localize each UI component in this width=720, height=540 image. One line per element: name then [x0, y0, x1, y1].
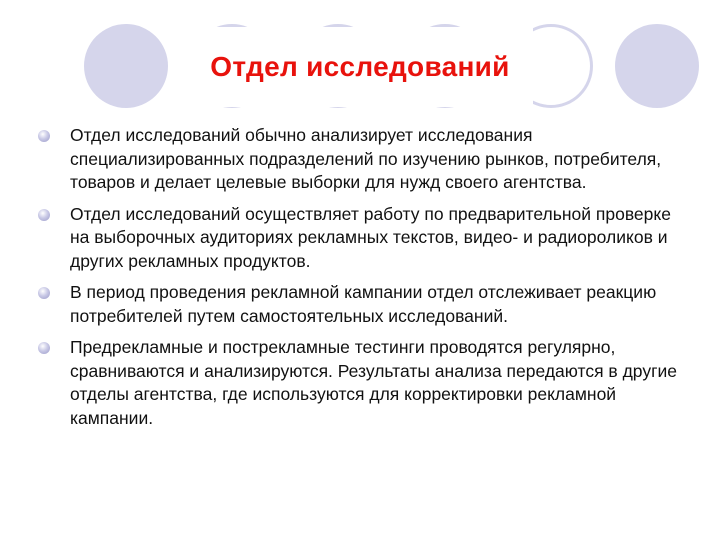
bullet-item: [38, 281, 688, 328]
disc-bullet-icon: [38, 287, 50, 299]
bullet-item: [38, 336, 688, 430]
disc-bullet-icon: [38, 130, 50, 142]
decorative-circle: [615, 24, 699, 108]
bullet-text: Отдел исследований обычно анализирует исследования специализированных подразделений по изучению рынков, потребителя, товаров и делает целевые выборки для нужд своего агентства.: [70, 125, 662, 192]
title-box: [187, 27, 533, 107]
bullet-text: Предрекламные и пострекламные тестинги проводятся регулярно, сравниваются и анализируются. Результаты анализа передаются в другие отделы агентства, где используются для корректировки рекламной кампании.: [70, 337, 677, 428]
disc-bullet-icon: [38, 209, 50, 221]
bullet-text: В период проведения рекламной кампании отдел отслеживает реакцию потребителей путем самостоятельных исследований.: [70, 282, 657, 326]
disc-bullet-icon: [38, 342, 50, 354]
bullet-item: [38, 124, 688, 195]
bullet-list: [38, 124, 688, 438]
slide-title: Отдел исследований: [210, 51, 510, 82]
decorative-circle: [84, 24, 168, 108]
bullet-text: Отдел исследований осуществляет работу по предварительной проверке на выборочных аудиториях рекламных текстов, видео- и радиороликов и других рекламных продуктов.: [70, 203, 671, 271]
bullet-item: [38, 203, 688, 274]
